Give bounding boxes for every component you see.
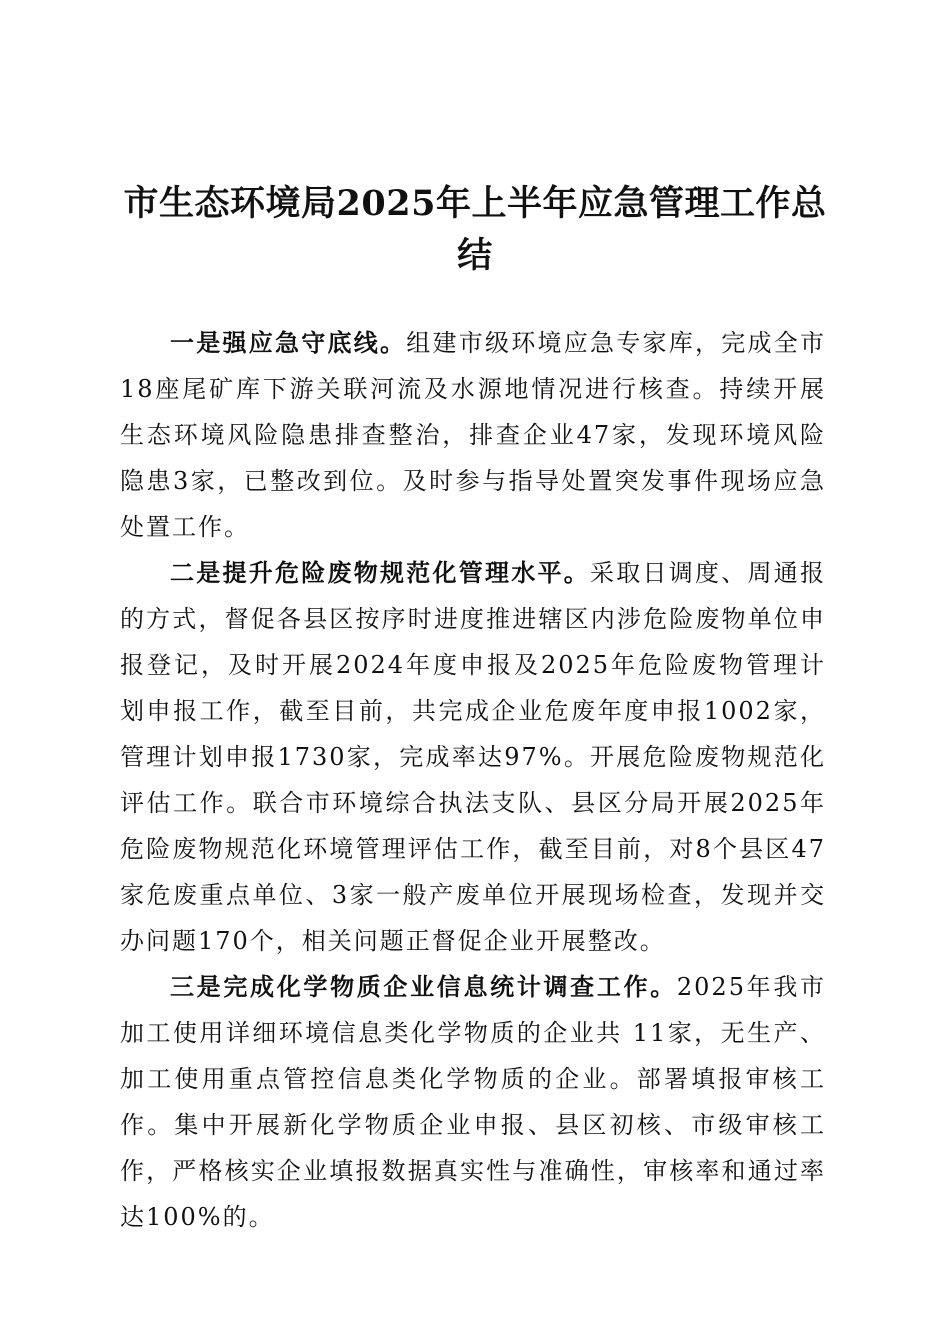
- document-title: 市生态环境局2025年上半年应急管理工作总结: [123, 183, 827, 276]
- document-body: [120, 320, 826, 1240]
- paragraph-2-lead: 二是提升危险废物规范化管理水平。: [170, 558, 590, 587]
- paragraph-3-text: 2025年我市加工使用详细环境信息类化学物质的企业共 11家，无生产、加工使用重点管控信息类化学物质的企业。部署填报审核工作。集中开展新化学物质企业申报、县区初核、市级审核工作，严格核实企业填报数据真实性与准确性，审核率和通过率达100%的。: [120, 973, 827, 1231]
- paragraph-2-text: 采取日调度、周通报的方式，督促各县区按序时进度推进辖区内涉危险废物单位申报登记，及时开展2024年度申报及2025年危险废物管理计划申报工作，截至目前，共完成企业危废年度申报1002家，管理计划申报1730家，完成率达97%。开展危险废物规范化评估工作。联合市环境综合执法支队、县区分局开展2025年危险废物规范化环境管理评估工作，截至目前，对8个县区47家危废重点单位、3家一般产废单位开展现场检查，发现并交办问题170个，相关问题正督促企业开展整改。: [120, 559, 826, 955]
- paragraph-3: [120, 964, 826, 1240]
- paragraph-1-text: 组建市级环境应急专家库，完成全市18座尾矿库下游关联河流及水源地情况进行核查。持续开展生态环境风险隐患排查整治，排查企业47家，发现环境风险隐患3家，已整改到位。及时参与指导处置突发事件现场应急处置工作。: [120, 329, 826, 541]
- paragraph-2: [120, 550, 826, 964]
- paragraph-1-lead: 一是强应急守底线。: [170, 328, 407, 357]
- paragraph-3-lead: 三是完成化学物质企业信息统计调查工作。: [170, 972, 677, 1001]
- paragraph-1: [120, 320, 826, 550]
